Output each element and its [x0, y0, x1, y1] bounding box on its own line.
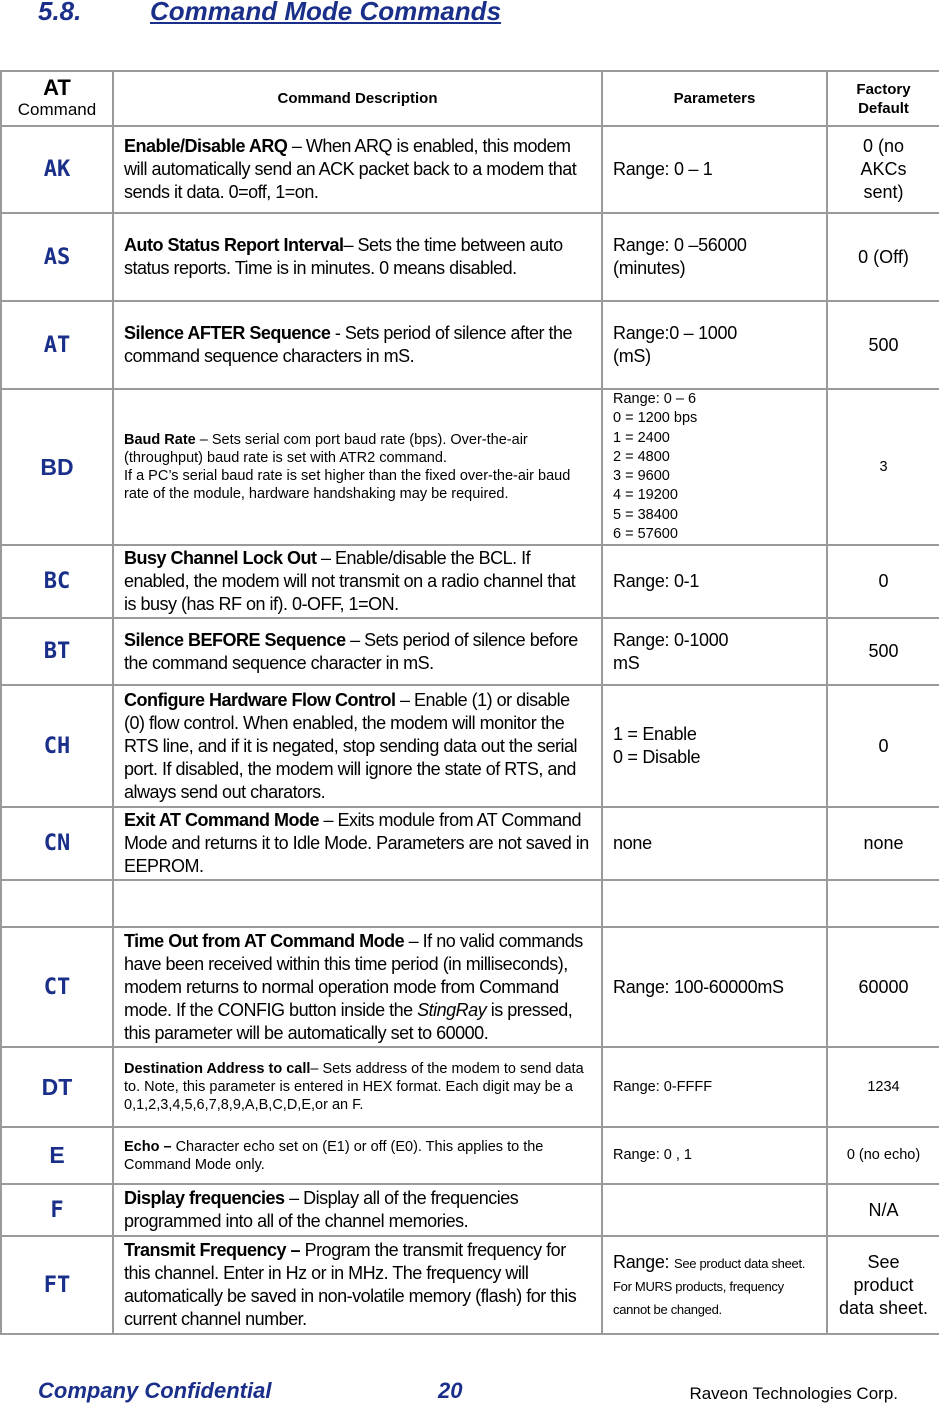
product-name: StingRay [417, 999, 487, 1020]
command-description [113, 927, 602, 1047]
table-header-row [1, 71, 939, 126]
header-parameters: Parameters [602, 71, 827, 126]
command-default: none [827, 807, 939, 880]
command-parameters: Range: 0-FFFF [602, 1047, 827, 1127]
command-description [113, 618, 602, 685]
command-table [0, 70, 939, 1335]
command-code: F [1, 1184, 113, 1236]
command-name: Display frequencies [124, 1188, 285, 1209]
command-text: – Sets the time between auto status reports. Time is in minutes. 0 means disabled. [124, 235, 563, 278]
command-description [113, 807, 602, 880]
command-default: 0 [827, 685, 939, 807]
command-code: CH [1, 685, 113, 807]
table-row [1, 1127, 939, 1184]
command-default: N/A [827, 1184, 939, 1236]
command-text: – Enable/disable the BCL. If enabled, the modem will not transmit on a radio channel that is busy (has RF on if). 0-OFF, 1=ON. [124, 548, 576, 615]
command-description [113, 213, 602, 301]
command-default: See product data sheet. [827, 1236, 939, 1334]
params-note: See product data sheet. For MURS products, frequency cannot be changed. [613, 1255, 806, 1317]
command-description [113, 389, 602, 545]
section-title: Command Mode Commands [150, 0, 502, 26]
section-number: 5.8. [38, 0, 82, 26]
page-number: 20 [438, 1378, 463, 1403]
command-code: FT [1, 1236, 113, 1334]
command-default: 1234 [827, 1047, 939, 1127]
table-row [1, 389, 939, 545]
command-text: – Enable (1) or disable (0) flow control. When enabled, the modem will monitor the RTS line, and if it is negated, stop sending data out the serial port. If disabled, the modem will ignore the state of RTS, and always send out charators. [124, 689, 577, 802]
empty-cell [827, 880, 939, 927]
table-row [1, 1047, 939, 1127]
command-parameters: Range: 0 –56000 (minutes) [602, 213, 827, 301]
command-description [113, 685, 602, 807]
table-row [1, 927, 939, 1047]
command-name: Busy Channel Lock Out [124, 548, 317, 569]
command-description [113, 1127, 602, 1184]
command-parameters: Range: 0 – 1 [602, 126, 827, 213]
command-code: AS [1, 213, 113, 301]
command-text: – Sets address of the modem to send data to. Note, this parameter is entered in HEX format. Each digit may be a 0,1,2,3,4,5,6,7,8,9,A,B,C,D,E,or an F. [124, 1061, 584, 1114]
command-name: Transmit Frequency – [124, 1240, 301, 1261]
section-heading [38, 0, 501, 27]
table-row [1, 1184, 939, 1236]
command-code: BT [1, 618, 113, 685]
command-name: Silence BEFORE Sequence [124, 629, 346, 650]
command-text-before: – If no valid commands have been received within this time period (in milliseconds), modem returns to normal operation mode from Command mode. If the CONFIG button inside the [124, 930, 583, 1020]
empty-cell [1, 880, 113, 927]
command-text: Character echo set on (E1) or off (E0). This applies to the Command Mode only. [124, 1138, 544, 1173]
command-default: 0 (Off) [827, 213, 939, 301]
empty-cell [602, 880, 827, 927]
command-parameters: Range: 0-1 [602, 545, 827, 618]
command-text: – Display all of the frequencies programmed into all of the channel memories. [124, 1188, 519, 1232]
command-parameters [602, 1184, 827, 1236]
table-row [1, 685, 939, 807]
table-row [1, 126, 939, 213]
command-code: AT [1, 301, 113, 389]
command-name: Silence AFTER Sequence [124, 323, 331, 343]
table-row [1, 301, 939, 389]
empty-row [1, 880, 939, 927]
command-parameters [602, 1236, 827, 1334]
command-code: CN [1, 807, 113, 880]
command-parameters: Range:0 – 1000 (mS) [602, 301, 827, 389]
command-code: DT [1, 1047, 113, 1127]
params-lead: Range: [613, 1251, 674, 1272]
table-row [1, 618, 939, 685]
command-default: 0 [827, 545, 939, 618]
command-default: 500 [827, 301, 939, 389]
command-name: Time Out from AT Command Mode [124, 930, 405, 951]
command-default: 500 [827, 618, 939, 685]
table-row [1, 1236, 939, 1334]
command-parameters: 1 = Enable 0 = Disable [602, 685, 827, 807]
command-name: Auto Status Report Interval [124, 235, 344, 255]
command-code: AK [1, 126, 113, 213]
command-text: - Sets period of silence after the command sequence characters in mS. [124, 323, 573, 366]
command-code: CT [1, 927, 113, 1047]
table-row [1, 545, 939, 618]
command-name: Enable/Disable ARQ [124, 136, 288, 156]
table-row [1, 807, 939, 880]
command-text: – Sets period of silence before the command sequence character in mS. [124, 629, 578, 673]
command-default: 3 [827, 389, 939, 545]
command-name: Configure Hardware Flow Control [124, 689, 396, 710]
command-description [113, 1047, 602, 1127]
command-parameters: Range: 0-1000 mS [602, 618, 827, 685]
company-name: Raveon Technologies Corp. [689, 1384, 898, 1403]
command-parameters: Range: 0 , 1 [602, 1127, 827, 1184]
command-default: 60000 [827, 927, 939, 1047]
command-name: Baud Rate [124, 432, 196, 449]
command-text: – Exits module from AT Command Mode and returns it to Idle Mode. Parameters are not saved in EEPROM. [124, 810, 589, 877]
command-description [113, 301, 602, 389]
page-footer [38, 1378, 898, 1408]
command-text: – Sets serial com port baud rate (bps). Over-the-air (throughput) baud rate is set with ATR2 command. If a PC’s serial baud rate is set higher than the fixed over-the-air baud rate of the module, hardware handshaking may be required. [124, 432, 571, 503]
command-text-after: is pressed, this parameter will be automatically set to 60000. [124, 999, 573, 1043]
command-description [113, 126, 602, 213]
command-description [113, 1184, 602, 1236]
header-description: Command Description [113, 71, 602, 126]
command-code: E [1, 1127, 113, 1184]
table-row [1, 213, 939, 301]
empty-cell [113, 880, 602, 927]
header-factory-default: Factory Default [827, 71, 939, 126]
command-code: BC [1, 545, 113, 618]
header-command: Command [17, 99, 97, 119]
command-name: Destination Address to call [124, 1061, 311, 1078]
command-parameters: none [602, 807, 827, 880]
confidential-label: Company Confidential [38, 1378, 272, 1403]
command-name: Exit AT Command Mode [124, 810, 320, 831]
command-text: Program the transmit frequency for this channel. Enter in Hz or in MHz. The frequency will automatically be saved in non-volatile memory (flash) for this current channel number. [124, 1240, 577, 1330]
command-parameters: Range: 100-60000mS [602, 927, 827, 1047]
command-name: Echo – [124, 1138, 172, 1155]
command-parameters: Range: 0 – 6 0 = 1200 bps 1 = 2400 2 = 4800 3 = 9600 4 = 19200 5 = 38400 6 = 57600 [602, 389, 827, 545]
header-at: AT [43, 74, 71, 100]
command-code: BD [1, 389, 113, 545]
command-description [113, 545, 602, 618]
command-text: – When ARQ is enabled, this modem will automatically send an ACK packet back to a modem that sends it data. 0=off, 1=on. [124, 136, 577, 202]
command-default: 0 (no echo) [827, 1127, 939, 1184]
header-at-command [1, 71, 113, 126]
command-description [113, 1236, 602, 1334]
command-default: 0 (no AKCs sent) [827, 126, 939, 213]
